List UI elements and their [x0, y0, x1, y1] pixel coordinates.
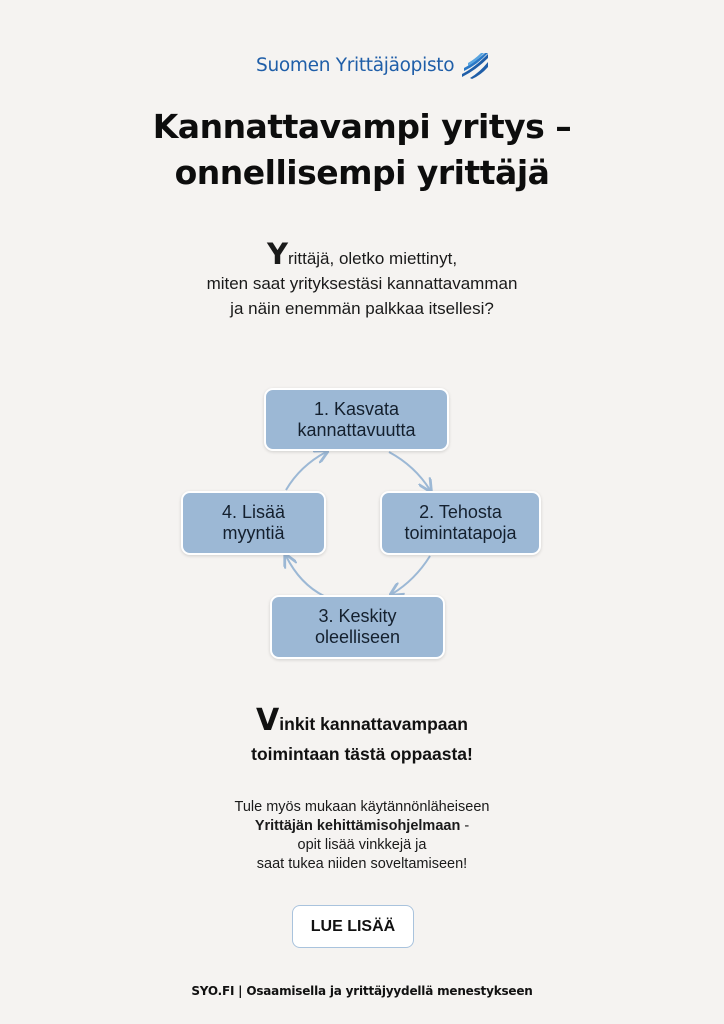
footer-tagline: SYO.FI | Osaamisella ja yrittäjyydellä menestykseen	[191, 984, 533, 998]
arrow-4-to-1	[286, 452, 326, 490]
intro-line-2: miten saat yrityksestäsi kannattavamman	[206, 274, 518, 293]
intro-text	[0, 237, 724, 321]
invite-line-2-rest: -	[460, 818, 470, 834]
cycle-step-4	[181, 491, 326, 555]
read-more-button[interactable]: LUE LISÄÄ	[292, 905, 414, 948]
title-line-2: onnellisempi yrittäjä	[174, 153, 550, 192]
intro-line-3: ja näin enemmän palkkaa itsellesi?	[230, 299, 494, 318]
title-line-1: Kannattavampi yritys –	[152, 107, 572, 146]
cycle-step-3	[270, 595, 445, 659]
tips-heading	[0, 703, 724, 769]
cycle-step-1-label: 1. Kasvata kannattavuutta	[297, 398, 416, 440]
tips-line-1: inkit kannattavampaan	[279, 714, 468, 734]
invite-text	[0, 798, 724, 874]
arrow-1-to-2	[389, 452, 430, 490]
arrow-2-to-3	[392, 556, 430, 594]
cycle-step-4-label: 4. Lisää myyntiä	[221, 502, 286, 543]
tips-line-2: toimintaan tästä oppaasta!	[251, 744, 473, 764]
tips-dropcap: V	[256, 703, 280, 738]
cycle-step-2-label: 2. Tehosta toimintatapoja	[404, 502, 517, 543]
cycle-step-3-label: 3. Keskity oleelliseen	[314, 606, 401, 647]
arrow-3-to-4	[286, 556, 324, 596]
page-title	[0, 104, 724, 196]
cycle-step-1	[264, 388, 449, 451]
invite-line-3: opit lisää vinkkejä ja	[297, 837, 427, 853]
cycle-step-2	[380, 491, 541, 555]
invite-program-name: Yrittäjän kehittämisohjelmaan	[254, 818, 461, 834]
invite-line-1: Tule myös mukaan käytännönläheiseen	[234, 799, 490, 815]
brand-logo[interactable]	[256, 48, 490, 82]
brand-name: Suomen Yrittäjäopisto	[256, 54, 455, 76]
invite-line-4: saat tukea niiden soveltamiseen!	[256, 856, 468, 872]
brand-wave-icon	[460, 50, 490, 80]
intro-dropcap: Y	[266, 237, 288, 271]
intro-line-1: rittäjä, oletko miettinyt,	[287, 249, 458, 268]
